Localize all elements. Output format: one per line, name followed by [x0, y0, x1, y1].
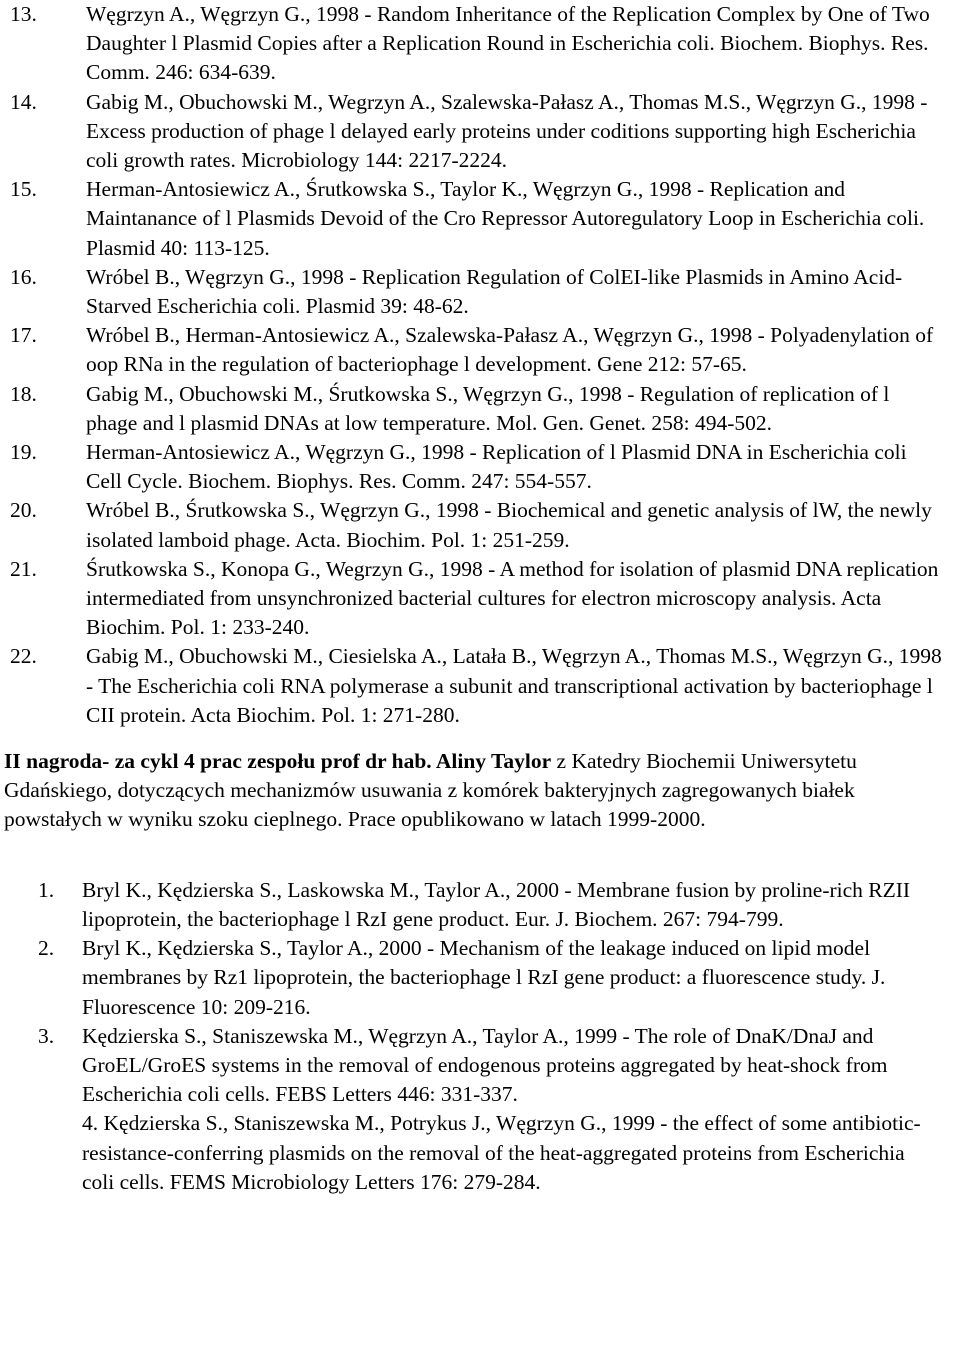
reference-number: 3. [38, 1023, 55, 1048]
reference-text: Wróbel B., Śrutkowska S., Węgrzyn G., 1998 - Biochemical and genetic analysis of lW, the newly isolated lamboid phage. Acta. Biochim. Pol. 1: 251-259. [86, 498, 932, 552]
reference-text: Gabig M., Obuchowski M., Ciesielska A., Latała B., Węgrzyn A., Thomas M.S., Węgrzyn G., 1998 - The Escherichia coli RNA polymerase a subunit and transcriptional activation by bacteriophage l CII protein. Acta Biochim. Pol. 1: 271-280. [86, 644, 942, 727]
reference-text: Gabig M., Obuchowski M., Śrutkowska S., Węgrzyn G., 1998 - Regulation of replication of l phage and l plasmid DNAs at low temperature. Mol. Gen. Genet. 258: 494-502. [86, 381, 890, 435]
reference-item [4, 642, 960, 730]
reference-item [4, 555, 960, 643]
reference-item [4, 0, 960, 88]
reference-item [4, 438, 960, 496]
reference-item [0, 1109, 960, 1197]
reference-number: 14. [10, 89, 37, 114]
reference-text: Wróbel B., Węgrzyn G., 1998 - Replication Regulation of ColEI-like Plasmids in Amino Acid-Starved Escherichia coli. Plasmid 39: 48-62. [86, 264, 903, 319]
reference-text: Wróbel B., Herman-Antosiewicz A., Szalewska-Pałasz A., Węgrzyn G., 1998 - Polyadenylation of oop RNa in the regulation of bacteriophage l development. Gene 212: 57-65. [86, 323, 934, 377]
reference-item [0, 934, 960, 1022]
reference-text: Bryl K., Kędzierska S., Taylor A., 2000 - Mechanism of the leakage induced on lipid model membranes by Rz1 lipoprotein, the bacteriophage l RzI gene product: a fluorescence study. J. Fluorescence 10: 209-216. [82, 936, 886, 1019]
reference-number: 21. [10, 556, 37, 581]
reference-item [4, 263, 960, 321]
reference-text: Herman-Antosiewicz A., Węgrzyn G., 1998 - Replication of l Plasmid DNA in Escherichia coli Cell Cycle. Biochem. Biophys. Res. Comm. 247: 554-557. [86, 440, 907, 494]
reference-list-taylor [0, 876, 960, 1197]
reference-text: Kędzierska S., Staniszewska M., Węgrzyn A., Taylor A., 1999 - The role of DnaK/DnaJ and GroEL/GroES systems in the removal of endogenous proteins aggregated by heat-shock from Escherichia coli cells. FEBS Letters 446: 331-337. [82, 1023, 888, 1107]
reference-item [4, 496, 960, 554]
reference-number: 17. [10, 323, 37, 348]
reference-item [4, 88, 960, 176]
reference-text: Węgrzyn A., Węgrzyn G., 1998 - Random Inheritance of the Replication Complex by One of Two Daughter l Plasmid Copies after a Replication Round in Escherichia coli. Biochem. Biophys. Res. Comm. 246: 634-639. [86, 2, 930, 85]
reference-text: Kędzierska S., Staniszewska M., Potrykus J., Węgrzyn G., 1999 - the effect of some antibiotic-resistance-conferring plasmids on the removal of the heat-aggregated proteins from Escherichia coli cells. FEMS Microbiology Letters 176: 279-284. [82, 1111, 921, 1194]
reference-number: 13. [10, 2, 37, 26]
reference-number: 2. [38, 936, 55, 961]
reference-item [4, 175, 960, 263]
reference-number: 22. [10, 644, 37, 669]
award-paragraph [4, 747, 942, 835]
reference-text: Śrutkowska S., Konopa G., Wegrzyn G., 1998 - A method for isolation of plasmid DNA replication intermediated from unsynchronized bacterial cultures for electron microscopy analysis. Acta Biochim. Pol. 1: 233-240. [86, 556, 939, 640]
reference-text: Bryl K., Kędzierska S., Laskowska M., Taylor A., 2000 - Membrane fusion by proline-rich RZII lipoprotein, the bacteriophage l RzI gene product. Eur. J. Biochem. 267: 794-799. [82, 877, 911, 931]
reference-text: Gabig M., Obuchowski M., Wegrzyn A., Szalewska-Pałasz A., Thomas M.S., Węgrzyn G., 1998 - Excess production of phage l delayed early proteins under coditions supporting high Escherichia coli growth rates. Microbiology 144: 2217-2224. [86, 89, 928, 173]
award-description: z Katedry Biochemii Uniwersytetu Gdańskiego, dotyczących mechanizmów usuwania z komórek bakteryjnych zagregowanych białek powstałych w wyniku szoku cieplnego. Prace opublikowano w latach 1999-2000. [4, 749, 857, 832]
reference-number: 16. [10, 264, 37, 289]
reference-item [4, 380, 960, 438]
reference-item [0, 1022, 960, 1110]
reference-number: 1. [38, 877, 55, 902]
reference-item [0, 876, 960, 934]
award-heading: II nagroda- za cykl 4 prac zespołu prof dr hab. Aliny Taylor [4, 749, 552, 774]
reference-text: Herman-Antosiewicz A., Śrutkowska S., Taylor K., Węgrzyn G., 1998 - Replication and Maintanance of l Plasmids Devoid of the Cro Repressor Autoregulatory Loop in Escherichia coli. Plasmid 40: 113-125. [86, 177, 925, 260]
reference-number: 20. [10, 498, 37, 523]
reference-number: 15. [10, 177, 37, 202]
reference-number: 4. [82, 1111, 99, 1136]
reference-item [4, 321, 960, 379]
reference-number: 19. [10, 440, 37, 465]
reference-number: 18. [10, 381, 37, 406]
